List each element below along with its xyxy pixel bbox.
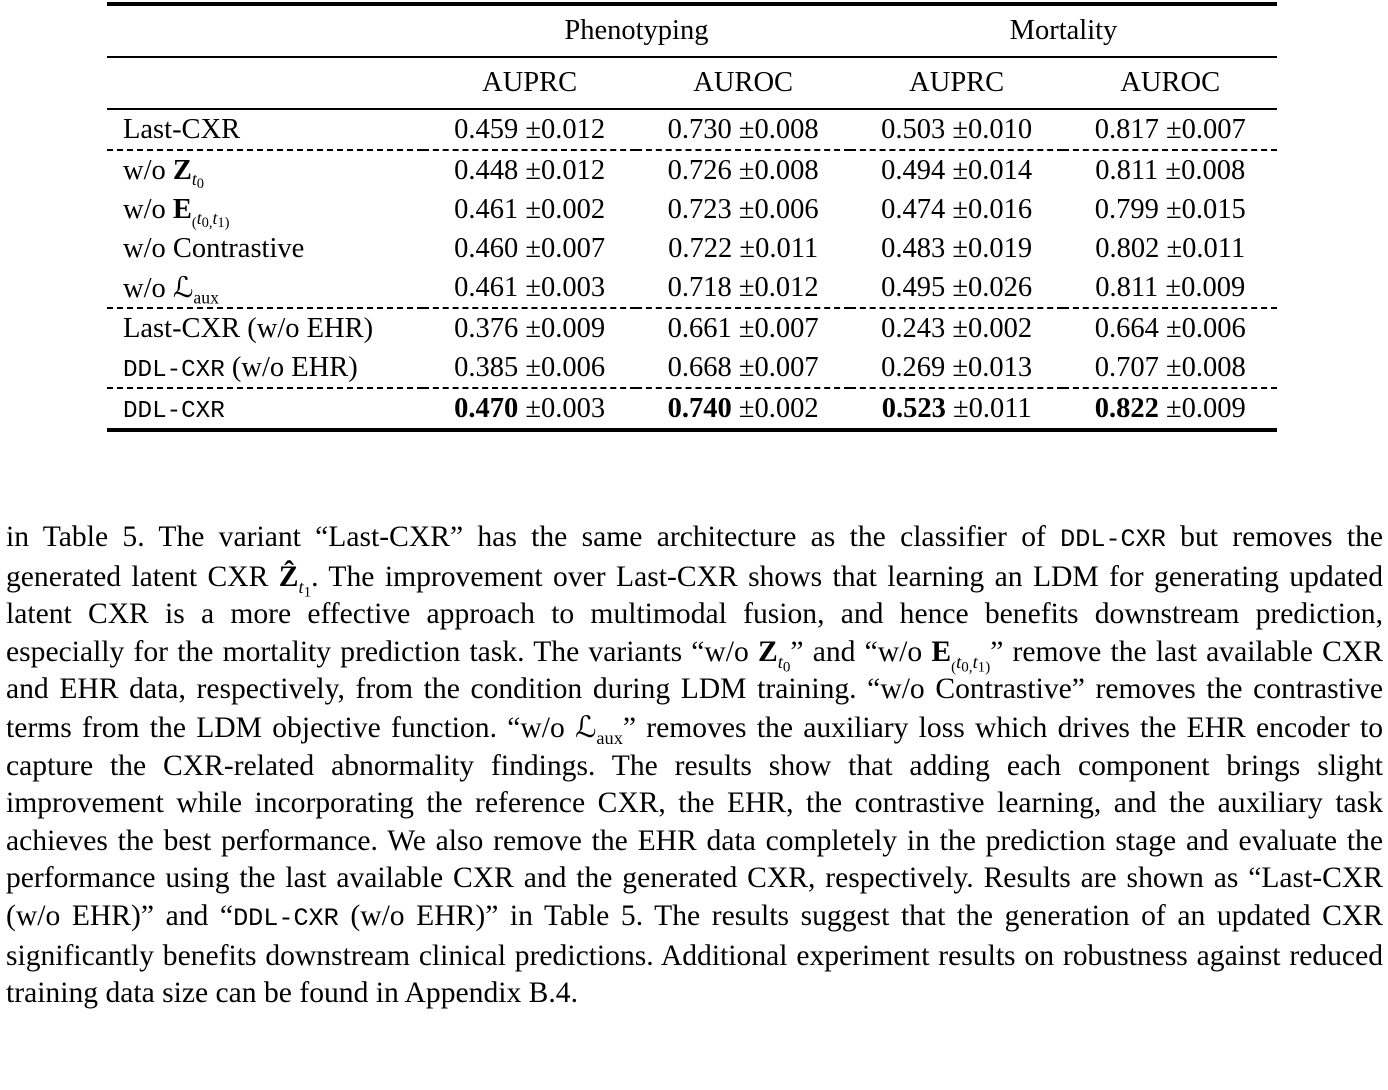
paragraph-text: in Table 5. The variant “Last-CXR” has the same architecture as the classifier of	[6, 521, 1061, 553]
col-header-mortality-auroc: AUROC	[1063, 57, 1277, 109]
cell: 0.523 ±0.011	[850, 388, 1064, 430]
math-script-l: ℒ	[172, 270, 194, 304]
cell: 0.483 ±0.019	[881, 232, 1033, 264]
table-row-last-cxr	[107, 109, 1277, 150]
cell: 0.730 ±0.008	[667, 113, 819, 145]
table-row-wo-laux	[107, 268, 1277, 308]
table-row-ddl-cxr	[107, 388, 1277, 430]
math-zhat-t1: Ẑ$_{t1}$	[278, 560, 312, 600]
cell: 0.376 ±0.009	[423, 308, 637, 348]
paragraph-text: ” removes the auxiliary loss which drives the EHR encoder to capture the CXR-related abnormality findings. The results show that adding each component brings slight improvement while incorporating the reference CXR, the EHR, the contrastive learning, and the auxiliary task achieves the best performance. We also remove the EHR data completely in the prediction stage and evaluate the performance using the last available CXR and the generated CXR, respectively. Results are shown as “Last-CXR (w/o EHR)” and “	[6, 711, 1383, 932]
empty-corner-cell	[107, 57, 423, 109]
math-z-t0: $Z_{t0}$	[758, 635, 791, 675]
cell: 0.459 ±0.012	[454, 113, 606, 145]
math-e-vector: E	[172, 193, 192, 225]
paragraph-text: . The improvement over Last-CXR shows that learning an LDM for generating updated latent CXR is a more effective approach to multimodal fusion, and hence benefits downstream prediction, especially for the mortality prediction task. The variants “w/o	[6, 560, 1383, 668]
col-header-phenotyping-auprc: AUPRC	[423, 57, 637, 109]
cell: 0.802 ±0.011	[1095, 232, 1246, 264]
cell: 0.474 ±0.016	[881, 193, 1033, 225]
col-header-phenotyping-auroc: AUROC	[636, 57, 850, 109]
ablation-results-table	[107, 2, 1277, 432]
cell: 0.811 ±0.008	[1063, 150, 1277, 190]
cell: 0.726 ±0.008	[636, 150, 850, 190]
cell: 0.668 ±0.007	[667, 351, 819, 383]
cell: 0.811 ±0.009	[1095, 271, 1246, 303]
row-label: DDL-CXR (w/o EHR)	[123, 351, 358, 384]
ddl-cxr-inline: DDL-CXR	[233, 903, 339, 933]
row-label: w/o ℒ$_{aux}$	[123, 270, 219, 308]
cell: 0.385 ±0.006	[454, 351, 606, 383]
cell: 0.723 ±0.006	[667, 193, 819, 225]
row-label: DDL-CXR	[107, 388, 423, 430]
cell: 0.448 ±0.012	[423, 150, 637, 190]
cell: 0.707 ±0.008	[1094, 351, 1246, 383]
table-column-header-row	[107, 57, 1277, 109]
cell: 0.494 ±0.014	[850, 150, 1064, 190]
row-label: w/o $E_{(t0,t1)}$	[123, 193, 230, 232]
table-row-wo-z	[107, 150, 1277, 190]
cell: 0.664 ±0.006	[1063, 308, 1277, 348]
table-row-last-cxr-wo-ehr	[107, 308, 1277, 348]
paragraph-text: but removes the generated latent CXR	[6, 521, 1384, 593]
table-row-wo-e	[107, 190, 1277, 229]
cell: 0.822 ±0.009	[1063, 388, 1277, 430]
ddl-cxr-inline: DDL-CXR	[1060, 525, 1166, 554]
cell: 0.718 ±0.012	[667, 271, 819, 303]
cell: 0.722 ±0.011	[668, 232, 819, 264]
cell: 0.461 ±0.002	[454, 193, 606, 225]
paragraph-text: ” and “w/o	[790, 635, 932, 668]
cell: 0.470 ±0.003	[423, 388, 637, 430]
math-l-aux: ℒ$_{aux}$	[575, 709, 623, 748]
cell: 0.740 ±0.002	[636, 388, 850, 430]
group-header-mortality: Mortality	[850, 4, 1277, 57]
cell: 0.243 ±0.002	[850, 308, 1064, 348]
row-label: Last-CXR	[123, 113, 241, 145]
body-paragraph	[6, 519, 1383, 1013]
table-row-wo-contrastive	[107, 229, 1277, 268]
results-table-container	[107, 2, 1277, 432]
cell: 0.503 ±0.010	[881, 113, 1033, 145]
cell: 0.461 ±0.003	[454, 271, 606, 303]
row-label: Last-CXR (w/o EHR)	[107, 308, 423, 348]
cell: 0.799 ±0.015	[1094, 193, 1246, 225]
math-e-t0t1: $E_{(t0,t1)}$	[931, 635, 991, 675]
cell: 0.269 ±0.013	[881, 351, 1033, 383]
cell: 0.661 ±0.007	[636, 308, 850, 348]
table-group-header-row	[107, 4, 1277, 57]
table-row-ddl-cxr-wo-ehr	[107, 348, 1277, 388]
paragraph-text: ” remove the last available CXR and EHR data, respectively, from the condition during LDM training. “w/o Contrastive” removes the contrastive terms from the LDM objective function. “w/o	[6, 635, 1383, 744]
cell: 0.495 ±0.026	[881, 271, 1033, 303]
row-label: w/o Contrastive	[123, 232, 305, 264]
col-header-mortality-auprc: AUPRC	[850, 57, 1064, 109]
math-z-vector: Z	[172, 154, 192, 186]
empty-corner-cell	[107, 4, 423, 57]
cell: 0.460 ±0.007	[454, 232, 606, 264]
paragraph-text: (w/o EHR)” in Table 5. The results suggest that the generation of an updated CXR significantly benefits downstream clinical predictions. Additional experiment results on robustness against reduced training data size can be found in Appendix B.4.	[6, 899, 1384, 1010]
group-header-phenotyping: Phenotyping	[423, 4, 850, 57]
cell: 0.817 ±0.007	[1094, 113, 1246, 145]
row-label: w/o $Z_{t0}$	[107, 150, 423, 190]
